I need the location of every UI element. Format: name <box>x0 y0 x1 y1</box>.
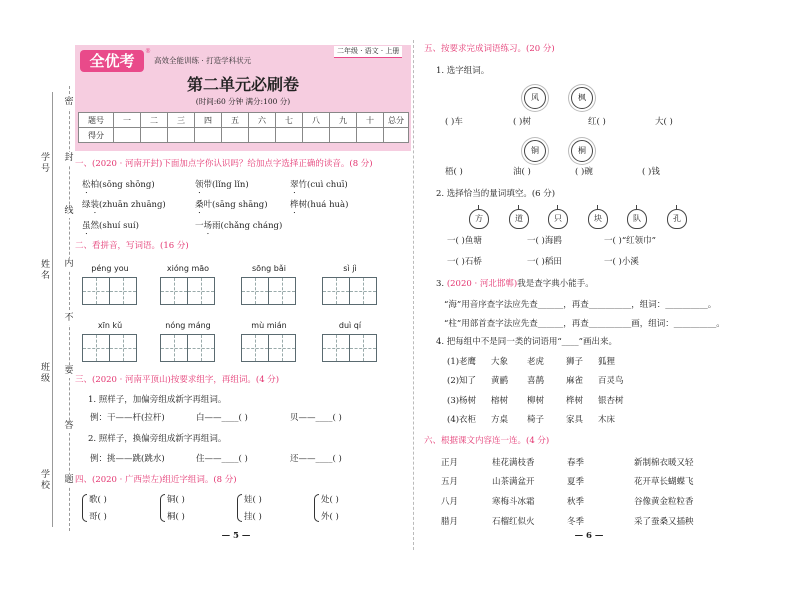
word-dotted: 松 <box>82 180 91 190</box>
score-col: 十 <box>357 113 384 128</box>
reading-options: (chǎng cháng) <box>220 221 283 231</box>
answer-item: 梧( ) <box>445 167 463 177</box>
question-source: (2020 · 河北邯郸) <box>446 279 518 289</box>
reading-item <box>82 221 139 236</box>
reading-options: (shuí suí) <box>99 221 139 231</box>
match-season: 春季 <box>567 458 585 468</box>
school-label: 学校 <box>39 469 49 491</box>
student-id-label: 学号 <box>39 152 49 174</box>
score-cell <box>168 128 195 143</box>
group-word: 家具 <box>566 415 584 425</box>
score-cell <box>249 128 276 143</box>
match-flower: 桂花满枝香 <box>492 458 535 468</box>
seal-char: 题 <box>64 475 74 485</box>
reading-item <box>82 180 155 195</box>
word-dotted: 桦 <box>290 200 299 210</box>
seal-char: 线 <box>64 206 74 216</box>
match-phrase: 花开草长蝴蝶飞 <box>634 477 694 487</box>
match-month: 正月 <box>441 458 459 468</box>
question-5-1: 1. 选字组词。 <box>436 66 490 76</box>
pinyin-label: mù mián <box>251 321 287 330</box>
pinyin-label: sōng bǎi <box>252 264 286 273</box>
section-6-title: 六、根据课文内容连一连。(4 分) <box>424 436 550 446</box>
writing-cell <box>349 334 377 362</box>
page-number-right: — 6 — <box>574 531 604 541</box>
word-post: 雨 <box>212 221 221 231</box>
group-word: 狮子 <box>566 357 584 367</box>
score-table-score-row <box>79 128 409 143</box>
question-text: 我是查字典小能手。 <box>517 279 594 289</box>
writing-cell <box>349 277 377 305</box>
dictionary-line: “海”用音序查字法应先查______，再查__________，组词：__________。 <box>444 300 717 310</box>
score-cell <box>330 128 357 143</box>
match-season: 夏季 <box>567 477 585 487</box>
word-dotted: 翠 <box>290 180 299 190</box>
section-1-title: 一、(2020 · 河南开封)下面加点字你认识吗？给加点字选择正确的读音。(8 分) <box>75 159 373 169</box>
reading-item <box>290 180 348 195</box>
question-5-4: 4. 把每组中不是同一类的词语用“____”画出来。 <box>436 337 618 347</box>
score-cell <box>303 128 330 143</box>
seal-char: 不 <box>64 313 74 323</box>
pinyin-label: duì qí <box>338 321 362 330</box>
group-word: (2)知了 <box>447 376 477 386</box>
word-post: 树 <box>298 200 308 210</box>
score-cell <box>357 128 384 143</box>
score-col: 五 <box>222 113 249 128</box>
answer-item: 一( )石桥 <box>447 257 482 267</box>
score-cell <box>114 128 141 143</box>
word-group-row <box>447 377 624 386</box>
match-phrase: 新制棉衣暖又轻 <box>634 458 694 468</box>
pinyin-label: xióng māo <box>166 264 210 273</box>
score-cell <box>384 128 409 143</box>
dictionary-line: “柱”用部首查字法应先查______，再查__________画，组词：__________。 <box>444 319 725 329</box>
score-cell <box>222 128 249 143</box>
pair-bottom: 哥( ) <box>89 512 107 522</box>
pair-top: 处( ) <box>321 495 339 505</box>
pair-bottom: 桐( ) <box>167 512 185 522</box>
writing-cell <box>241 277 269 305</box>
match-flower: 山茶满盆开 <box>492 477 535 487</box>
score-table <box>78 112 409 143</box>
score-col: 四 <box>195 113 222 128</box>
reading-item <box>82 200 166 215</box>
writing-cell <box>241 334 269 362</box>
seal-char: 密 <box>64 97 74 107</box>
group-word: 狐狸 <box>598 357 616 367</box>
match-season: 冬季 <box>567 517 585 527</box>
student-name-label: 姓名 <box>39 259 49 281</box>
pinyin-label: péng you <box>91 264 129 273</box>
brace <box>237 494 242 522</box>
pair-top: 歌( ) <box>89 495 107 505</box>
example-item: 例：干——杆(拉杆) <box>90 413 165 423</box>
example-item: 例：挑——跳(跳水) <box>90 454 165 464</box>
match-month: 八月 <box>441 497 459 507</box>
match-season: 秋季 <box>567 497 585 507</box>
word-dotted: 场 <box>203 221 213 231</box>
writing-grid <box>82 334 138 362</box>
answer-item: 红( ) <box>588 117 606 127</box>
group-word: 麻雀 <box>566 376 584 386</box>
pair-top: 娃( ) <box>244 495 262 505</box>
grade-label: 二年级 · 语文 · 上册 <box>334 46 402 58</box>
measure-word: 只 <box>548 209 568 229</box>
question-3-2: 2. 照样子，换偏旁组成新字再组词。 <box>88 434 227 444</box>
pinyin-label: xīn kǔ <box>97 321 123 330</box>
reading-item <box>195 180 249 195</box>
flower-char: 风 <box>524 87 546 109</box>
writing-grid <box>322 277 378 305</box>
group-word: 方桌 <box>491 415 509 425</box>
group-word: 木床 <box>598 415 616 425</box>
writing-cell <box>109 277 137 305</box>
word-post: 柏 <box>90 180 100 190</box>
score-cell <box>276 128 303 143</box>
group-word: 黄鹂 <box>491 376 509 386</box>
score-row-label: 得分 <box>79 128 114 143</box>
answer-item: ( )车 <box>445 117 463 127</box>
reading-options: (cuì chuī) <box>307 180 348 190</box>
reading-options: (sāng shāng) <box>212 200 268 210</box>
flower-char: 枫 <box>571 87 593 109</box>
group-word: 柳树 <box>527 396 545 406</box>
question-5-3 <box>436 280 594 289</box>
word-group-row <box>447 358 615 367</box>
group-word: (3)杨树 <box>447 396 477 406</box>
reading-options: (zhuān zhuāng) <box>99 200 166 210</box>
word-post: 带 <box>203 180 213 190</box>
match-month: 腊月 <box>441 517 459 527</box>
seal-char: 答 <box>64 421 74 431</box>
reading-item <box>290 200 348 215</box>
answer-item: 一( )“红领巾” <box>604 236 657 246</box>
writing-grid <box>241 334 297 362</box>
binding-line <box>52 92 53 527</box>
writing-cell <box>160 334 188 362</box>
group-word: 椅子 <box>527 415 545 425</box>
pair-bottom: 挂( ) <box>244 512 262 522</box>
word-group-row <box>447 397 624 406</box>
writing-cell <box>109 334 137 362</box>
match-phrase: 采了蚕桑又插秧 <box>634 517 694 527</box>
writing-cell <box>160 277 188 305</box>
writing-cell <box>268 334 296 362</box>
writing-cell <box>187 334 215 362</box>
section-5-title: 五、按要求完成词语练习。(20 分) <box>424 44 555 54</box>
brace <box>82 494 87 522</box>
score-cell <box>195 128 222 143</box>
seal-char: 要 <box>64 366 74 376</box>
reading-options: (sōng shōng) <box>99 180 155 190</box>
word-pre: 一 <box>195 221 204 231</box>
match-flower: 寒梅斗冰霜 <box>492 497 535 507</box>
seal-char: 内 <box>64 259 74 269</box>
score-col: 六 <box>249 113 276 128</box>
match-phrase: 谷像黄金粒粒香 <box>634 497 694 507</box>
group-word: 榕树 <box>491 396 509 406</box>
match-flower: 石榴红似火 <box>492 517 535 527</box>
measure-word: 块 <box>588 209 608 229</box>
class-label: 班级 <box>39 362 49 384</box>
writing-cell <box>322 334 350 362</box>
writing-cell <box>82 334 110 362</box>
answer-item: ( )碗 <box>575 167 593 177</box>
seal-char: 封 <box>64 153 74 163</box>
score-total-col: 总分 <box>384 113 409 128</box>
measure-word: 道 <box>509 209 529 229</box>
score-col: 三 <box>168 113 195 128</box>
writing-cell <box>322 277 350 305</box>
pair-bottom: 外( ) <box>321 512 339 522</box>
score-col: 八 <box>303 113 330 128</box>
reading-item <box>195 221 282 236</box>
flower-char: 铜 <box>524 140 546 162</box>
score-cell <box>141 128 168 143</box>
answer-item: 还——____( ) <box>290 454 342 464</box>
answer-item: 白——____( ) <box>196 413 248 423</box>
score-table-header-row <box>79 113 409 128</box>
group-word: (1)老鹰 <box>447 357 477 367</box>
answer-item: 住——____( ) <box>196 454 248 464</box>
section-3-title: 三、(2020 · 河南平顶山)按要求组字，再组词。(4 分) <box>75 375 280 385</box>
question-3-1: 1. 照样子，加偏旁组成新字再组词。 <box>88 395 227 405</box>
group-word: (4)衣柜 <box>447 415 477 425</box>
group-word: 大象 <box>491 357 509 367</box>
measure-word: 队 <box>627 209 647 229</box>
score-col: 七 <box>276 113 303 128</box>
reading-item <box>195 200 268 215</box>
group-word: 百灵鸟 <box>598 376 624 386</box>
writing-grid <box>322 334 378 362</box>
match-month: 五月 <box>441 477 459 487</box>
question-number: 3. <box>436 279 445 289</box>
word-dotted: 领 <box>195 180 204 190</box>
word-dotted: 装 <box>90 200 100 210</box>
brace <box>160 494 165 522</box>
answer-item: 一( )海鸥 <box>527 236 562 246</box>
logo: 全优考 <box>80 50 144 72</box>
measure-word: 方 <box>469 209 489 229</box>
reading-options: (lǐng lǐn) <box>212 180 249 190</box>
writing-grid <box>160 334 216 362</box>
answer-item: 大( ) <box>655 117 673 127</box>
word-post: 竹 <box>298 180 308 190</box>
slogan: 高效全能训练 · 打造学科状元 <box>154 56 252 65</box>
writing-grid <box>82 277 138 305</box>
page-divider <box>413 40 414 550</box>
reading-options: (huá huà) <box>307 200 349 210</box>
answer-item: 贝——____( ) <box>290 413 342 423</box>
question-5-2: 2. 选择恰当的量词填空。(6 分) <box>436 189 556 199</box>
section-2-title: 二、看拼音，写词语。(16 分) <box>75 241 189 251</box>
writing-grid <box>160 277 216 305</box>
page-title: 第二单元必刷卷 <box>186 75 299 94</box>
flower-char: 桐 <box>571 140 593 162</box>
pinyin-label: sì jì <box>343 264 357 273</box>
pinyin-label: nóng máng <box>165 321 211 330</box>
measure-word: 孔 <box>667 209 687 229</box>
writing-cell <box>82 277 110 305</box>
score-header-label: 题号 <box>79 113 114 128</box>
score-col: 二 <box>141 113 168 128</box>
word-group-row <box>447 416 615 425</box>
group-word: 桦树 <box>566 396 584 406</box>
pair-top: 铜( ) <box>167 495 185 505</box>
group-word: 喜鹊 <box>527 376 545 386</box>
word-dotted: 虽 <box>82 221 91 231</box>
answer-item: ( )树 <box>513 117 531 127</box>
answer-item: 一( )稻田 <box>527 257 562 267</box>
answer-item: 一( )小溪 <box>604 257 639 267</box>
page-subtitle: (时间:60 分钟 满分:100 分) <box>195 97 291 106</box>
logo-mark: ® <box>145 48 151 55</box>
word-dotted: 桑 <box>195 200 204 210</box>
writing-cell <box>268 277 296 305</box>
page-number-left: — 5 — <box>221 531 251 541</box>
writing-grid <box>241 277 297 305</box>
answer-item: 油( ) <box>513 167 531 177</box>
word-post: 然 <box>90 221 100 231</box>
answer-item: 一( )鱼塘 <box>447 236 482 246</box>
score-col: 九 <box>330 113 357 128</box>
writing-cell <box>187 277 215 305</box>
score-col: 一 <box>114 113 141 128</box>
brace <box>314 494 319 522</box>
answer-item: ( )钱 <box>642 167 660 177</box>
word-pre: 绿 <box>82 200 91 210</box>
word-post: 叶 <box>203 200 213 210</box>
group-word: 银杏树 <box>598 396 624 406</box>
group-word: 老虎 <box>527 357 545 367</box>
section-4-title: 四、(2020 · 广西崇左)组近字组词。(8 分) <box>75 475 237 485</box>
